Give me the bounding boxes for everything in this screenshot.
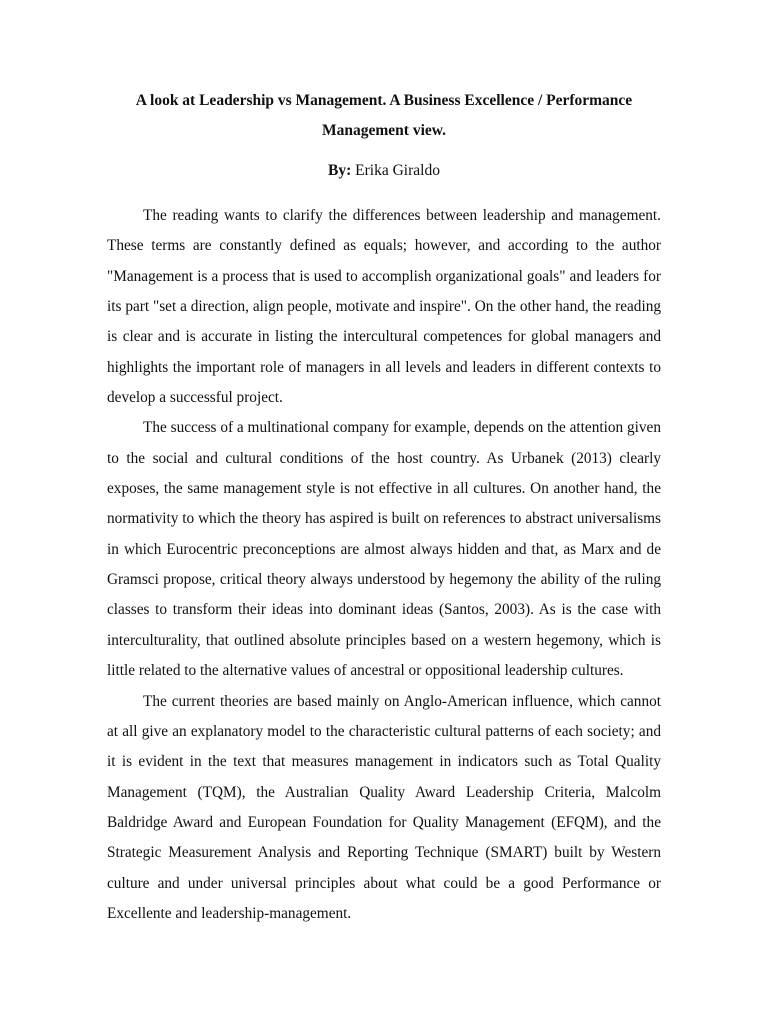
byline-label: By:	[328, 162, 352, 179]
body-paragraph-1: The reading wants to clarify the differences between leadership and management. These terms are constantly defined as equals; however, and according to the author "Management is a process that is used to accomplish organizational goals" and leaders for its part "set a direction, align people, motivate and inspire". On the other hand, the reading is clear and is accurate in listing the intercultural competences for global managers and highlights the important role of managers in all levels and leaders in different contexts to develop a successful project.	[107, 207, 661, 407]
byline	[100, 156, 668, 186]
document-body	[107, 201, 661, 929]
document-title-line-1: A look at Leadership vs Management. A Business Excellence / Performance	[135, 92, 633, 109]
body-paragraph-2: The success of a multinational company for example, depends on the attention given to the social and cultural conditions of the host country. As Urbanek (2013) clearly exposes, the same management style is not effective in all cultures. On another hand, the normativity to which the theory has aspired is built on references to abstract universalisms in which Eurocentric preconceptions are almost always hidden and that, as Marx and de Gramsci propose, critical theory always understood by hegemony the ability of the ruling classes to transform their ideas into dominant ideas (Santos, 2003). As is the case with interculturality, that outlined absolute principles based on a western hegemony, which is little related to the alternative values of ancestral or oppositional leadership cultures.	[107, 419, 661, 680]
body-paragraph-3: The current theories are based mainly on Anglo-American influence, which cannot at all give an explanatory model to the characteristic cultural patterns of each society; and it is evident in the text that measures management in indicators such as Total Quality Management (TQM), the Australian Quality Award Leadership Criteria, Malcolm Baldridge Award and European Foundation for Quality Management (EFQM), and the Strategic Measurement Analysis and Reporting Technique (SMART) built by Western culture and under universal principles about what could be a good Performance or Excellente and leadership-management.	[107, 692, 661, 922]
byline-author: Erika Giraldo	[351, 162, 440, 179]
document-title-line-2: Management view.	[322, 122, 446, 139]
